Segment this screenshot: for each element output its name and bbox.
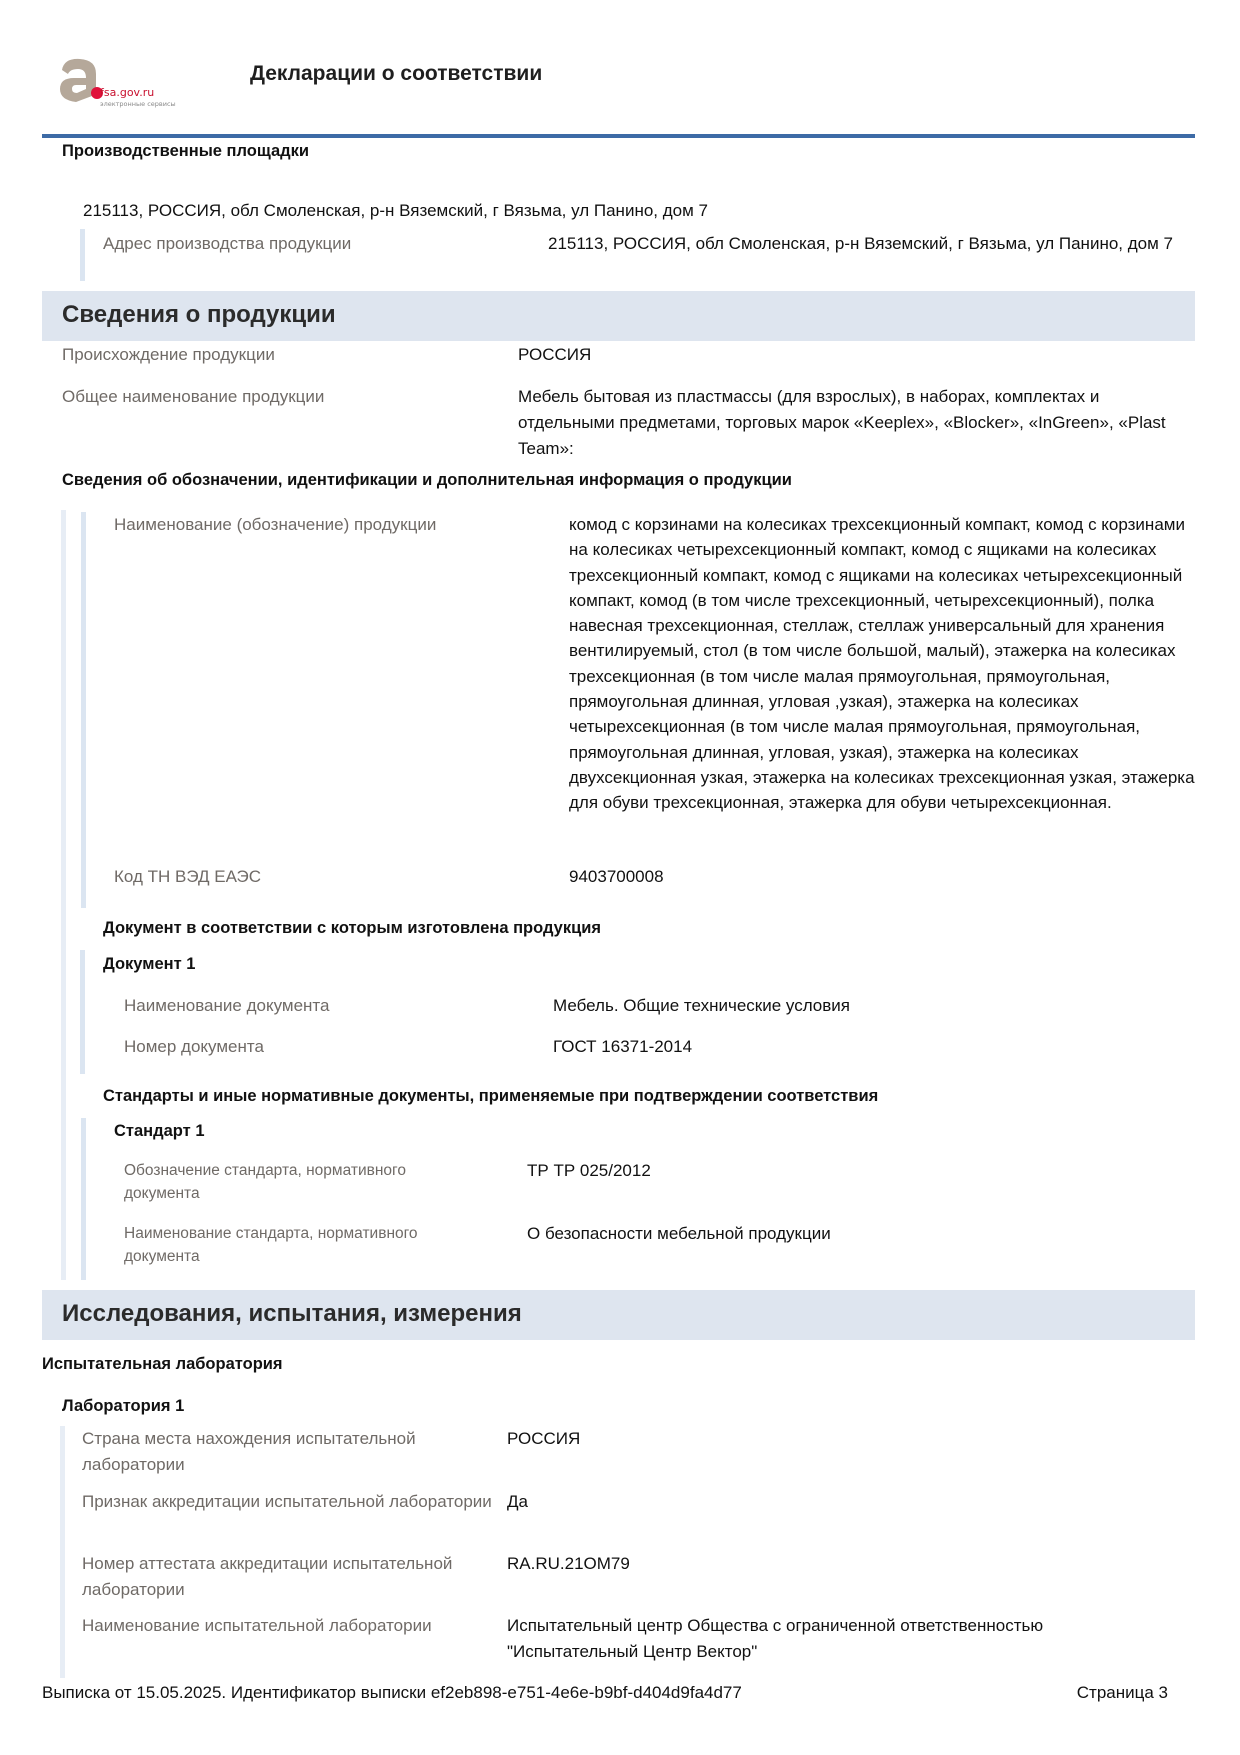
extract-info: Выписка от 15.05.2025. Идентификатор выписки ef2eb898-e751-4e6e-b9bf-d404d9fa4d77 (42, 1683, 742, 1702)
field-value: ТР ТР 025/2012 (527, 1161, 651, 1180)
field-label: Общее наименование продукции (62, 387, 325, 406)
field-value: 9403700008 (569, 867, 664, 886)
group-bar (81, 1118, 86, 1280)
section-research (42, 1290, 1195, 1340)
group-bar (80, 229, 85, 281)
section-title: Исследования, испытания, измерения (62, 1300, 522, 1327)
page-number: Страница 3 (1076, 1683, 1168, 1702)
group-bar (81, 512, 86, 908)
field-value: RA.RU.21ОМ79 (507, 1554, 630, 1573)
group-bar (80, 950, 85, 1074)
section-title: Сведения о продукции (62, 301, 336, 328)
field-value: Мебель. Общие технические условия (553, 996, 850, 1015)
section-product-info (42, 291, 1195, 341)
site-address: 215113, РОССИЯ, обл Смоленская, р-н Вяземский, г Вязьма, ул Панино, дом 7 (83, 201, 708, 220)
field-label: Адрес производства продукции (103, 234, 352, 253)
document-title: Декларации о соответствии (250, 62, 543, 85)
document-title: Документ 1 (103, 955, 196, 973)
field-value: Мебель бытовая из пластмассы (для взрослых), в наборах, комплектах и отдельными предметами, торговых марок «Keeplex», «Blocker», «InGreen», «Plast Team»: (518, 387, 1166, 458)
field-label: Страна места нахождения испытательной лаборатории (82, 1429, 416, 1474)
lab-heading: Испытательная лаборатория (42, 1355, 283, 1373)
standards-heading: Стандарты и иные нормативные документы, применяемые при подтверждении соответствия (103, 1087, 879, 1105)
lab-title: Лаборатория 1 (62, 1397, 185, 1415)
field-label: Код ТН ВЭД ЕАЭС (114, 867, 262, 886)
field-label: Происхождение продукции (62, 345, 275, 364)
identification-heading: Сведения об обозначении, идентификации и дополнительная информация о продукции (62, 471, 792, 489)
field-value: 215113, РОССИЯ, обл Смоленская, р-н Вяземский, г Вязьма, ул Панино, дом 7 (548, 234, 1173, 253)
field-value: Да (507, 1492, 528, 1511)
field-value: Испытательный центр Общества с ограниченной ответственностью "Испытательный Центр Вектор" (507, 1616, 1044, 1661)
field-label: Наименование испытательной лаборатории (82, 1616, 432, 1635)
field-value: ГОСТ 16371-2014 (553, 1037, 693, 1056)
standard-title: Стандарт 1 (114, 1122, 205, 1140)
header-divider (42, 134, 1195, 138)
field-label: Наименование документа (124, 996, 330, 1015)
field-label: Номер аттестата аккредитации испытательной лаборатории (82, 1554, 453, 1599)
field-label: Номер документа (124, 1037, 264, 1056)
documents-heading: Документ в соответствии с которым изготовлена продукция (103, 919, 602, 937)
field-value: РОССИЯ (518, 345, 592, 364)
field-label: Наименование (обозначение) продукции (114, 515, 437, 534)
field-label: Признак аккредитации испытательной лаборатории (82, 1492, 492, 1511)
field-label: Наименование стандарта, нормативного документа (124, 1225, 418, 1265)
production-sites-heading: Производственные площадки (62, 142, 310, 160)
field-label: Обозначение стандарта, нормативного документа (124, 1162, 406, 1202)
logo-domain: fsa.gov.ru (100, 86, 155, 99)
field-value: О безопасности мебельной продукции (527, 1224, 831, 1243)
group-bar (60, 1426, 65, 1678)
logo-subtitle: электронные сервисы (100, 100, 176, 108)
field-value: комод с корзинами на колесиках трехсекционный компакт, комод с корзинами на колесиках четырехсекционный компакт, комод с ящиками на колесиках трехсекционный компакт, комод с ящиками на колесиках четырехсекционный компакт, комод (в том числе трехсекционный, четырехсекционный), полка навесная трехсекционная, стеллаж, стеллаж универсальный для хранения вентилируемый, стол (в том числе большой, малый), этажерка на колесиках трехсекционная (в том числе малая прямоугольная, прямоугольная, прямоугольная длинная, угловая ,узкая), этажерка на колесиках четырехсекционная (в том числе малая прямоугольная, прямоугольная, прямоугольная длинная, угловая, узкая), этажерка на колесиках двухсекционная узкая, этажерка на колесиках трехсекционная узкая, этажерка для обуви трехсекционная, этажерка для обуви четырехсекционная. (569, 515, 1195, 813)
field-value: РОССИЯ (507, 1429, 581, 1448)
outer-group-bar (61, 510, 66, 1280)
